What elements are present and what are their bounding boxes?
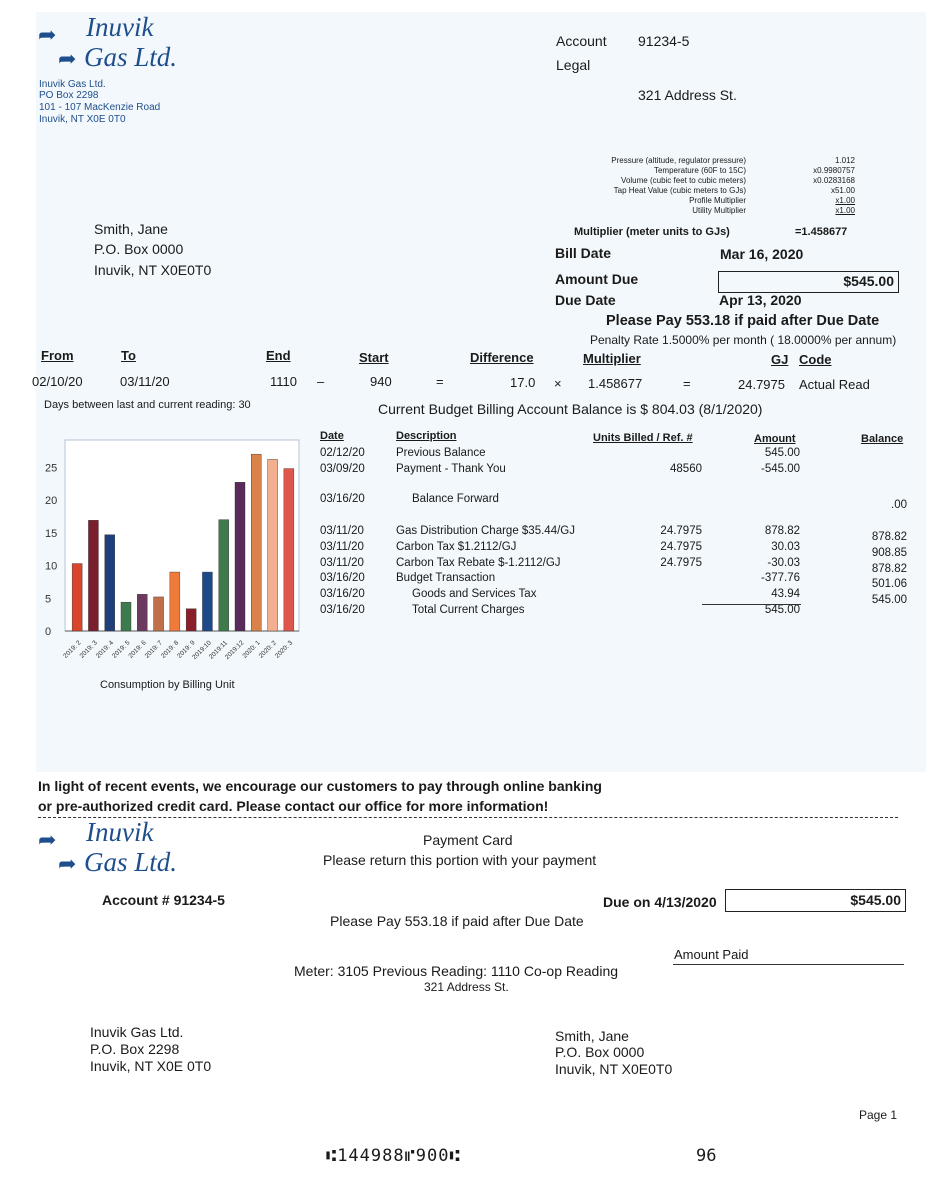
payment-card-amount: $545.00: [850, 892, 901, 908]
chart-x-tick-label: 2019: 5: [111, 639, 132, 660]
tx-units: 24.7975: [660, 541, 702, 553]
tx-balance: 501.06: [871, 578, 907, 590]
tx-description: Carbon Tax Rebate $-1.2112/GJ: [396, 557, 561, 569]
chart-bar: [170, 572, 180, 631]
tx-amount: 30.03: [771, 541, 800, 553]
multiplier-row-value: x0.9980757: [813, 166, 855, 175]
bird-icon: ➦: [38, 827, 57, 852]
legal-label: Legal: [556, 57, 591, 73]
header-code: Code: [799, 352, 832, 367]
logo-word-2: Gas Ltd.: [84, 847, 178, 877]
chart-x-tick-label: 2019: 9: [176, 639, 197, 660]
remit-customer-name: Smith, Jane: [555, 1028, 629, 1044]
service-address: 321 Address St.: [638, 87, 737, 103]
payment-card-account: Account # 91234-5: [102, 892, 225, 908]
tx-date: 02/12/20: [320, 447, 365, 459]
tx-date: 03/16/20: [320, 572, 365, 584]
chart-bar: [235, 482, 245, 631]
account-number: 91234-5: [638, 33, 690, 49]
micr-end: 96: [696, 1146, 717, 1166]
payment-card-due-on: Due on 4/13/2020: [603, 894, 717, 910]
tx-date: 03/16/20: [320, 588, 365, 600]
chart-x-tick-label: 2019: 3: [78, 639, 99, 660]
customer-city: Inuvik, NT X0E0T0: [94, 262, 212, 278]
tx-units: 24.7975: [660, 557, 702, 569]
tx-balance: 908.85: [871, 547, 907, 559]
tx-units: 24.7975: [660, 525, 702, 537]
chart-bar: [268, 459, 278, 631]
tx-amount: 43.94: [771, 588, 800, 600]
consumption-chart-svg: [45, 438, 300, 678]
tx-amount: -377.76: [760, 572, 800, 584]
chart-bar: [202, 572, 212, 631]
multiplier-row-label: Volume (cubic feet to cubic meters): [621, 176, 746, 185]
chart-x-tick-label: 2020: 1: [241, 639, 262, 660]
header-amount: Amount: [754, 433, 796, 445]
tx-date: 03/16/20: [320, 604, 365, 616]
multiplier-row-value: x0.0283168: [813, 176, 855, 185]
reading-to: 03/11/20: [120, 374, 170, 389]
chart-x-tick-label: 2019: 6: [127, 639, 148, 660]
return-company-name: Inuvik Gas Ltd.: [90, 1024, 184, 1040]
chart-y-tick-label: 5: [45, 593, 52, 606]
chart-y-tick-label: 10: [45, 560, 58, 573]
multiplier-total-label: Multiplier (meter units to GJs): [574, 226, 730, 238]
tx-description: Payment - Thank You: [396, 463, 506, 475]
reading-from: 02/10/20: [32, 374, 83, 389]
notice-line-1: In light of recent events, we encourage our customers to pay through online banking: [38, 778, 602, 794]
chart-bar: [121, 602, 131, 631]
multiplier-row-value: x51.00: [830, 186, 855, 195]
chart-y-tick-label: 25: [45, 462, 58, 475]
amount-due-value: $545.00: [843, 273, 894, 289]
chart-bar: [219, 520, 229, 631]
consumption-chart: [45, 438, 300, 662]
notice-line-2: or pre-authorized credit card. Please contact our office for more information!: [38, 798, 549, 814]
chart-bar: [154, 597, 164, 631]
company-po-box: PO Box 2298: [39, 90, 99, 101]
multiplier-row-label: Tap Heat Value (cubic meters to GJs): [613, 186, 746, 195]
chart-y-tick-label: 15: [45, 527, 58, 540]
customer-name: Smith, Jane: [94, 221, 168, 237]
payment-card-please-pay: Please Pay 553.18 if paid after Due Date: [330, 913, 584, 929]
return-company-city: Inuvik, NT X0E 0T0: [90, 1058, 212, 1074]
company-logo: [38, 12, 198, 74]
chart-x-tick-label: 2019:10: [191, 639, 213, 662]
payment-card-title: Payment Card: [423, 832, 513, 848]
reading-start: 940: [370, 374, 392, 389]
remit-customer-city: Inuvik, NT X0E0T0: [555, 1061, 673, 1077]
header-gj: GJ: [771, 352, 789, 367]
chart-x-tick-label: 2019: 2: [62, 639, 83, 660]
chart-y-tick-label: 20: [45, 495, 58, 507]
bird-icon: ➦: [58, 46, 77, 71]
page-number: Page 1: [859, 1108, 898, 1122]
tx-description: Budget Transaction: [396, 572, 496, 584]
tx-description: Gas Distribution Charge $35.44/GJ: [396, 525, 575, 537]
bird-icon: ➦: [38, 22, 57, 47]
bill-date: Mar 16, 2020: [720, 246, 804, 262]
chart-x-tick-label: 2019: 4: [94, 639, 116, 660]
tx-description: Carbon Tax $1.2112/GJ: [396, 541, 517, 553]
chart-x-tick-label: 2020: 3: [273, 639, 295, 660]
header-date: Date: [320, 430, 344, 442]
bird-icon: ➦: [58, 851, 77, 876]
chart-x-tick-label: 2020: 2: [257, 639, 278, 660]
multiplier-total-value: =1.458677: [795, 226, 848, 238]
remit-customer-po: P.O. Box 0000: [555, 1044, 645, 1060]
chart-bar: [88, 520, 98, 631]
multiplier-row-value: x1.00: [835, 206, 855, 215]
chart-bar: [251, 454, 261, 631]
reading-multiplier: 1.458677: [588, 376, 643, 391]
chart-bar: [72, 564, 82, 631]
micr-line: ⑆144988⑈900⑆: [326, 1146, 461, 1166]
customer-po-box: P.O. Box 0000: [94, 241, 184, 257]
due-date-label: Due Date: [555, 292, 616, 308]
bill-date-label: Bill Date: [555, 245, 612, 261]
amount-paid-label: Amount Paid: [674, 947, 749, 962]
chart-x-tick-label: 2019: 8: [159, 639, 181, 660]
tx-date: 03/09/20: [320, 463, 365, 475]
reading-end: 1110: [270, 374, 297, 389]
tx-balance: 878.82: [871, 531, 907, 543]
multiplier-row-value: x1.00: [835, 196, 855, 205]
tx-description: Goods and Services Tax: [412, 588, 537, 600]
chart-bar: [186, 609, 196, 631]
header-multiplier: Multiplier: [583, 351, 641, 366]
header-difference: Difference: [470, 350, 534, 365]
meter-line: Meter: 3105 Previous Reading: 1110 Co-op Reading: [294, 963, 619, 979]
tx-amount: 545.00: [764, 604, 800, 616]
account-label: Account: [556, 33, 607, 49]
amount-due-label: Amount Due: [555, 271, 639, 287]
multiplier-row-label: Utility Multiplier: [692, 206, 746, 215]
chart-title: Consumption by Billing Unit: [100, 679, 235, 691]
chart-x-tick-label: 2019:11: [207, 639, 230, 661]
tx-amount: 878.82: [764, 525, 800, 537]
tx-amount: -30.03: [767, 557, 800, 569]
reading-difference: 17.0: [510, 375, 536, 390]
company-street: 101 - 107 MacKenzie Road: [39, 102, 161, 113]
reading-equals: =: [436, 374, 444, 389]
tx-description: Balance Forward: [412, 493, 499, 505]
tx-balance: 545.00: [871, 594, 907, 606]
tx-date: 03/11/20: [320, 525, 364, 537]
multiplier-row-value: 1.012: [834, 156, 855, 165]
tx-description: Total Current Charges: [412, 604, 525, 616]
header-end: End: [266, 348, 291, 363]
multiplier-row-label: Temperature (60F to 15C): [653, 166, 746, 175]
payment-card-logo: [38, 817, 198, 879]
tx-amount: -545.00: [760, 463, 800, 475]
header-description: Description: [396, 430, 457, 442]
logo-word-2: Gas Ltd.: [84, 42, 178, 72]
reading-gj: 24.7975: [738, 377, 785, 392]
company-city: Inuvik, NT X0E 0T0: [39, 114, 126, 125]
reading-times: ×: [554, 376, 562, 391]
chart-bar: [137, 594, 147, 631]
chart-bar: [105, 535, 115, 631]
reading-code: Actual Read: [799, 377, 870, 392]
days-between-note: Days between last and current reading: 30: [44, 399, 251, 411]
tx-description: Previous Balance: [396, 447, 486, 459]
reading-equals: =: [683, 376, 691, 391]
tx-date: 03/11/20: [320, 541, 364, 553]
meter-address: 321 Address St.: [424, 980, 509, 994]
return-company-po: P.O. Box 2298: [90, 1041, 180, 1057]
amount-paid-line: [673, 964, 904, 965]
reading-minus: –: [317, 374, 325, 389]
logo-word-1: Inuvik: [86, 12, 154, 42]
please-pay-notice: Please Pay 553.18 if paid after Due Date: [606, 313, 880, 329]
header-from: From: [41, 348, 74, 363]
logo-word-1: Inuvik: [86, 817, 154, 847]
penalty-rate: Penalty Rate 1.5000% per month ( 18.0000% per annum): [590, 333, 897, 347]
amount-total-rule: [702, 604, 801, 605]
header-to: To: [121, 348, 136, 363]
multiplier-row-label: Profile Multiplier: [689, 196, 746, 205]
chart-y-tick-label: 0: [45, 626, 52, 638]
due-date: Apr 13, 2020: [719, 292, 802, 308]
chart-plot-area: [65, 440, 299, 631]
chart-x-tick-label: 2019: 7: [143, 639, 164, 660]
tx-balance: 878.82: [871, 563, 907, 575]
budget-balance-note: Current Budget Billing Account Balance is $ 804.03 (8/1/2020): [378, 401, 763, 417]
tx-units: 48560: [670, 463, 702, 475]
company-name: Inuvik Gas Ltd.: [39, 79, 106, 90]
tx-date: 03/16/20: [320, 493, 365, 505]
chart-x-tick-label: 2019:12: [223, 639, 246, 662]
multiplier-row-label: Pressure (altitude, regulator pressure): [611, 156, 746, 165]
header-units: Units Billed / Ref. #: [593, 432, 693, 444]
header-start: Start: [359, 350, 389, 365]
header-balance: Balance: [861, 433, 904, 445]
tx-date: 03/11/20: [320, 557, 364, 569]
tx-amount: 545.00: [764, 447, 800, 459]
payment-card-subtitle: Please return this portion with your payment: [323, 852, 597, 868]
chart-bar: [284, 469, 294, 631]
tx-balance: .00: [891, 499, 907, 511]
